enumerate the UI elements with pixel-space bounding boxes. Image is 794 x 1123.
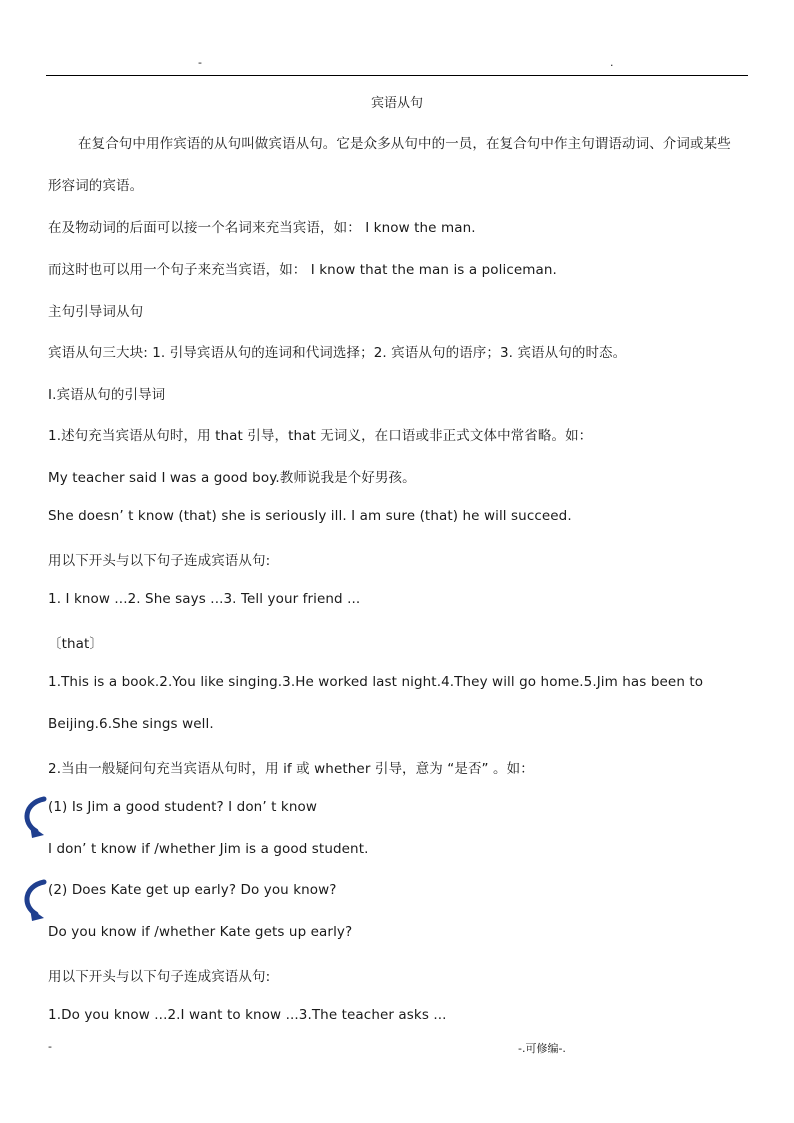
curved-arrow-icon [20, 878, 50, 922]
paragraph-clause-object: 而这时也可以用一个句子来充当宾语，如： I know that the man is a policeman. [48, 262, 557, 278]
paragraph-intro-cont: 形容词的宾语。 [48, 178, 144, 194]
header-left-mark: - [198, 56, 202, 69]
curved-arrow-icon [20, 795, 50, 839]
page-title: 宾语从句 [370, 96, 423, 111]
paragraph-intro: 在复合句中用作宾语的从句叫做宾语从句。它是众多从句中的一员，在复合句中作主句谓语动词、介词或某些 [78, 136, 731, 152]
example-question: (1) Is Jim a good student? I don’ t know [48, 799, 317, 815]
example-question: (2) Does Kate get up early? Do you know? [48, 882, 337, 898]
header-rule [46, 75, 748, 76]
footer-left-mark: - [48, 1040, 52, 1053]
header-right-mark: . [610, 56, 614, 69]
paragraph-rule-1: 1.述句充当宾语从句时，用 that 引导，that 无词义，在口语或非正式文体中常省略。如： [48, 428, 593, 444]
footer-note: -.可修编-. [518, 1042, 566, 1055]
example-answer: I don’ t know if /whether Jim is a good student. [48, 841, 369, 857]
exercise-instruction: 用以下开头与以下句子连成宾语从句: [48, 969, 271, 985]
section-heading: Ⅰ.宾语从句的引导词 [48, 387, 166, 403]
exercise-instruction: 用以下开头与以下句子连成宾语从句: [48, 553, 271, 569]
exercise-openers: 1.Do you know ...2.I want to know ...3.The teacher asks ... [48, 1007, 447, 1023]
exercise-hint: 〔that〕 [48, 636, 104, 652]
example-line: She doesn’ t know (that) she is seriously ill. I am sure (that) he will succeed. [48, 508, 572, 524]
exercise-sentences-cont: Beijing.6.She sings well. [48, 716, 214, 732]
exercise-openers: 1. I know ...2. She says ...3. Tell your friend ... [48, 591, 361, 607]
example-line: My teacher said I was a good boy.教师说我是个好男孩。 [48, 470, 416, 486]
paragraph-three-parts: 宾语从句三大块: 1. 引导宾语从句的连词和代词选择；2. 宾语从句的语序；3. 宾语从句的时态。 [48, 345, 627, 361]
example-answer: Do you know if /whether Kate gets up early? [48, 924, 353, 940]
paragraph-rule-2: 2.当由一般疑问句充当宾语从句时，用 if 或 whether 引导，意为 “是否” 。如： [48, 761, 534, 777]
paragraph-noun-object: 在及物动词的后面可以接一个名词来充当宾语，如： I know the man. [48, 220, 476, 236]
paragraph-main-clause: 主句引导词从句 [48, 304, 144, 320]
exercise-sentences: 1.This is a book.2.You like singing.3.He worked last night.4.They will go home.5.Jim has been to [48, 674, 704, 690]
